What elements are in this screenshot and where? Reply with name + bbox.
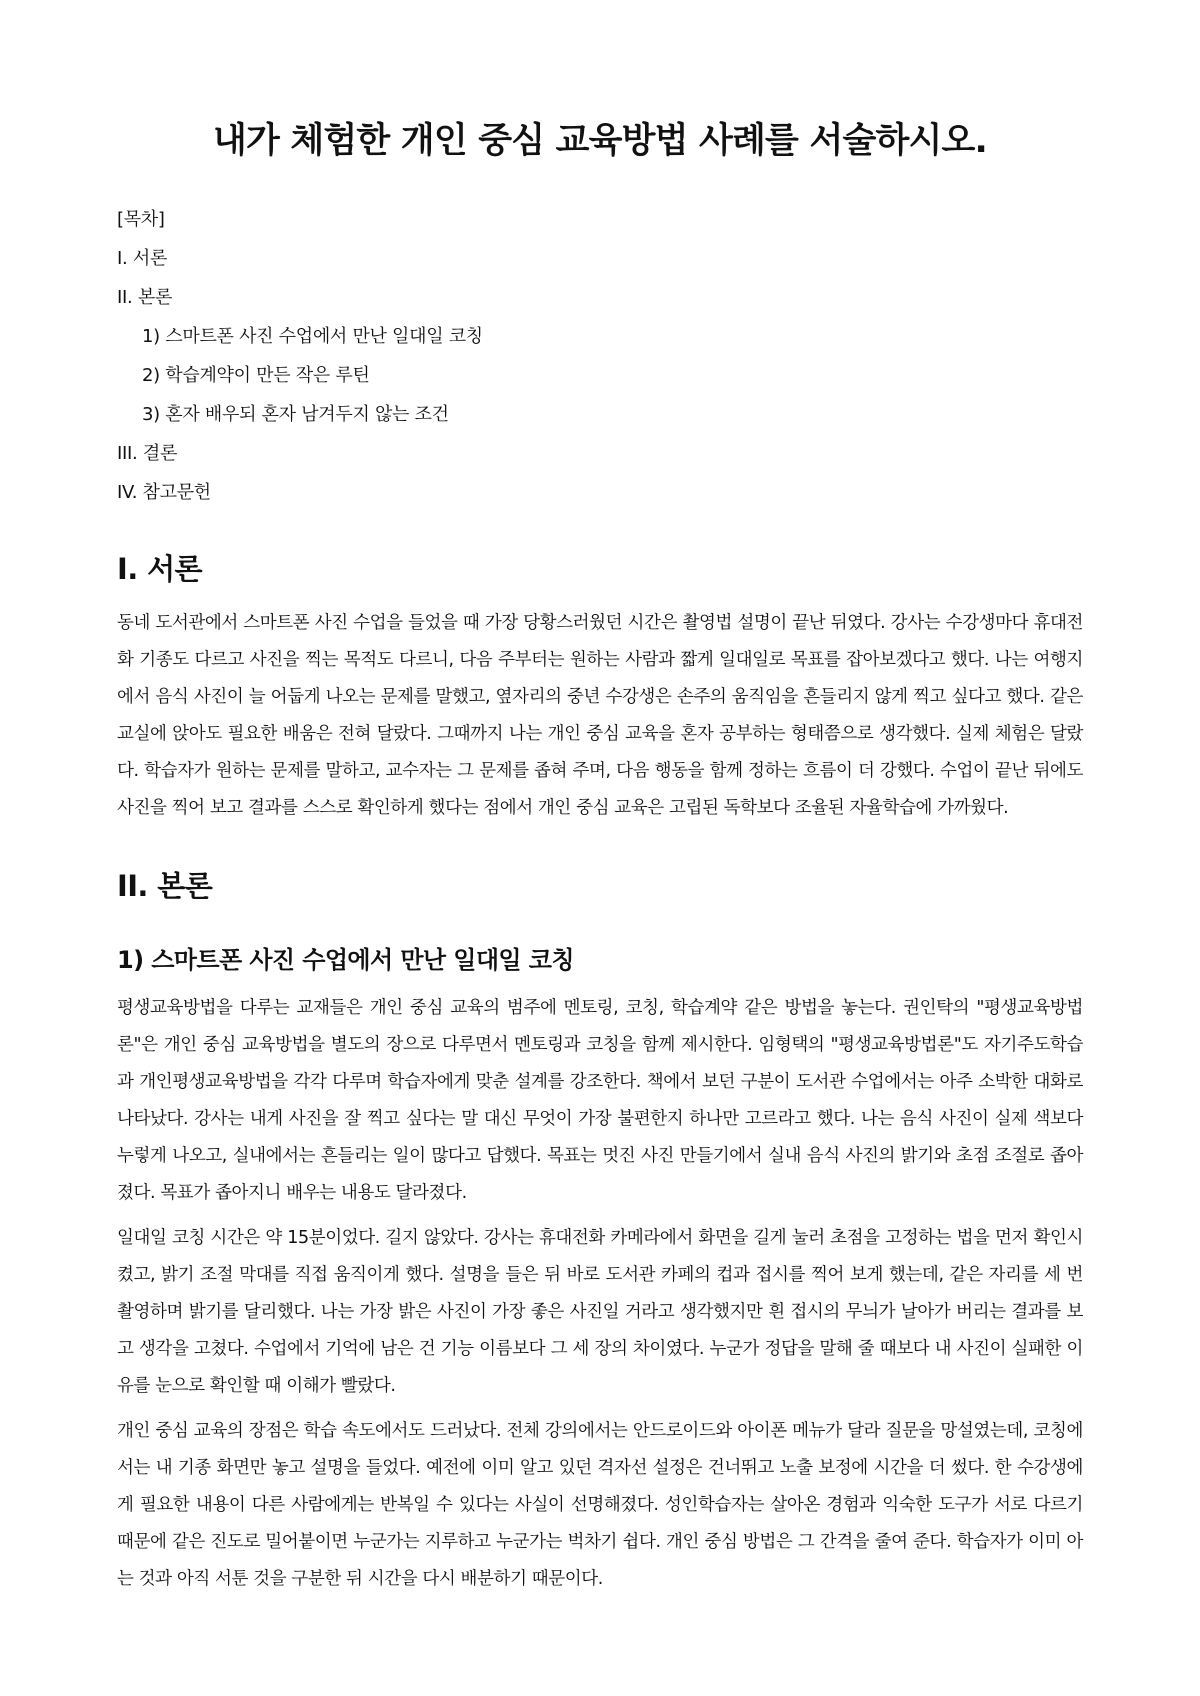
toc-item-body-1: 1) 스마트폰 사진 수업에서 만난 일대일 코칭 bbox=[142, 326, 483, 347]
toc-item-references: IV. 참고문헌 bbox=[117, 482, 211, 503]
toc-item-body: II. 본론 bbox=[117, 287, 173, 308]
toc-item-intro: I. 서론 bbox=[117, 248, 168, 269]
subsection-1-paragraph-1: 평생교육방법을 다루는 교재들은 개인 중심 교육의 범주에 멘토링, 코칭, 학습계약 같은 방법을 놓는다. 권인탁의 "평생교육방법론"은 개인 중심 교육방법을 별도의 장으로 다루면서 멘토링과 코칭을 함께 제시한다. 임형택의 "평생교육방법론"도 자기주도학습과 개인평생교육방법을 각각 다루며 학습자에게 맞춘 설계를 강조한다. 책에서 보던 구분이 도서관 수업에서는 아주 소박한 대화로 나타났다. 강사는 내게 사진을 잘 찍고 싶다는 말 대신 무엇이 가장 불편한지 하나만 고르라고 했다. 나는 음식 사진이 실제 색보다 누렇게 나오고, 실내에서는 흔들리는 일이 많다고 답했다. 목표는 멋진 사진 만들기에서 실내 음식 사진의 밝기와 초점 조절로 좁아졌다. 목표가 좁아지니 배우는 내용도 달라졌다. bbox=[117, 998, 1083, 1204]
subsection-1-heading: 1) 스마트폰 사진 수업에서 만난 일대일 코칭 bbox=[117, 945, 574, 974]
intro-heading: I. 서론 bbox=[117, 552, 202, 586]
toc-header: [목차] bbox=[117, 209, 165, 230]
toc-item-body-3: 3) 혼자 배우되 혼자 남겨두지 않는 조건 bbox=[142, 404, 449, 425]
subsection-1-paragraph-3: 개인 중심 교육의 장점은 학습 속도에서도 드러났다. 전체 강의에서는 안드로이드와 아이폰 메뉴가 달라 질문을 망설였는데, 코칭에서는 내 기종 화면만 놓고 설명을 들었다. 예전에 이미 알고 있던 격자선 설정은 건너뛰고 노출 보정에 시간을 더 썼다. 한 수강생에게 필요한 내용이 다른 사람에게는 반복일 수 있다는 사실이 선명해졌다. 성인학습자는 살아온 경험과 익숙한 도구가 서로 다르기 때문에 같은 진도로 밀어붙이면 누군가는 지루하고 누군가는 벅차기 쉽다. 개인 중심 방법은 그 간격을 줄여 준다. 학습자가 이미 아는 것과 아직 서툰 것을 구분한 뒤 시간을 다시 배분하기 때문이다. bbox=[117, 1421, 1083, 1590]
intro-paragraph: 동네 도서관에서 스마트폰 사진 수업을 들었을 때 가장 당황스러웠던 시간은 촬영법 설명이 끝난 뒤였다. 강사는 수강생마다 휴대전화 기종도 다르고 사진을 찍는 목적도 다르니, 다음 주부터는 원하는 사람과 짧게 일대일로 목표를 잡아보겠다고 했다. 나는 여행지에서 음식 사진이 늘 어둡게 나오는 문제를 말했고, 옆자리의 중년 수강생은 손주의 움직임을 흔들리지 않게 찍고 싶다고 했다. 같은 교실에 앉아도 필요한 배움은 전혀 달랐다. 그때까지 나는 개인 중심 교육을 혼자 공부하는 형태쯤으로 생각했다. 실제 체험은 달랐다. 학습자가 원하는 문제를 말하고, 교수자는 그 문제를 좁혀 주며, 다음 행동을 함께 정하는 흐름이 더 강했다. 수업이 끝난 뒤에도 사진을 찍어 보고 결과를 스스로 확인하게 했다는 점에서 개인 중심 교육은 고립된 독학보다 조율된 자율학습에 가까웠다. bbox=[117, 612, 1083, 818]
toc-item-conclusion: III. 결론 bbox=[117, 443, 178, 464]
body-heading: II. 본론 bbox=[117, 868, 213, 903]
body-section bbox=[117, 869, 1083, 1599]
document-title: 내가 체험한 개인 중심 교육방법 사례를 서술하시오. bbox=[212, 121, 988, 161]
subsection-1-paragraph-2: 일대일 코칭 시간은 약 15분이었다. 길지 않았다. 강사는 휴대전화 카메라에서 화면을 길게 눌러 초점을 고정하는 법을 먼저 확인시켰고, 밝기 조절 막대를 직접 움직이게 했다. 설명을 들은 뒤 바로 도서관 카페의 컵과 접시를 찍어 보게 했는데, 같은 자리를 세 번 촬영하며 밝기를 달리했다. 나는 가장 밝은 사진이 가장 좋은 사진일 거라고 생각했지만 흰 접시의 무늬가 날아가 버리는 결과를 보고 생각을 고쳤다. 수업에서 기억에 남은 건 기능 이름보다 그 세 장의 차이였다. 누군가 정답을 말해 줄 때보다 내 사진이 실패한 이유를 눈으로 확인할 때 이해가 빨랐다. bbox=[117, 1228, 1083, 1397]
intro-section bbox=[117, 552, 1083, 827]
table-of-contents bbox=[117, 200, 1083, 512]
toc-item-body-2: 2) 학습계약이 만든 작은 루틴 bbox=[142, 365, 370, 386]
